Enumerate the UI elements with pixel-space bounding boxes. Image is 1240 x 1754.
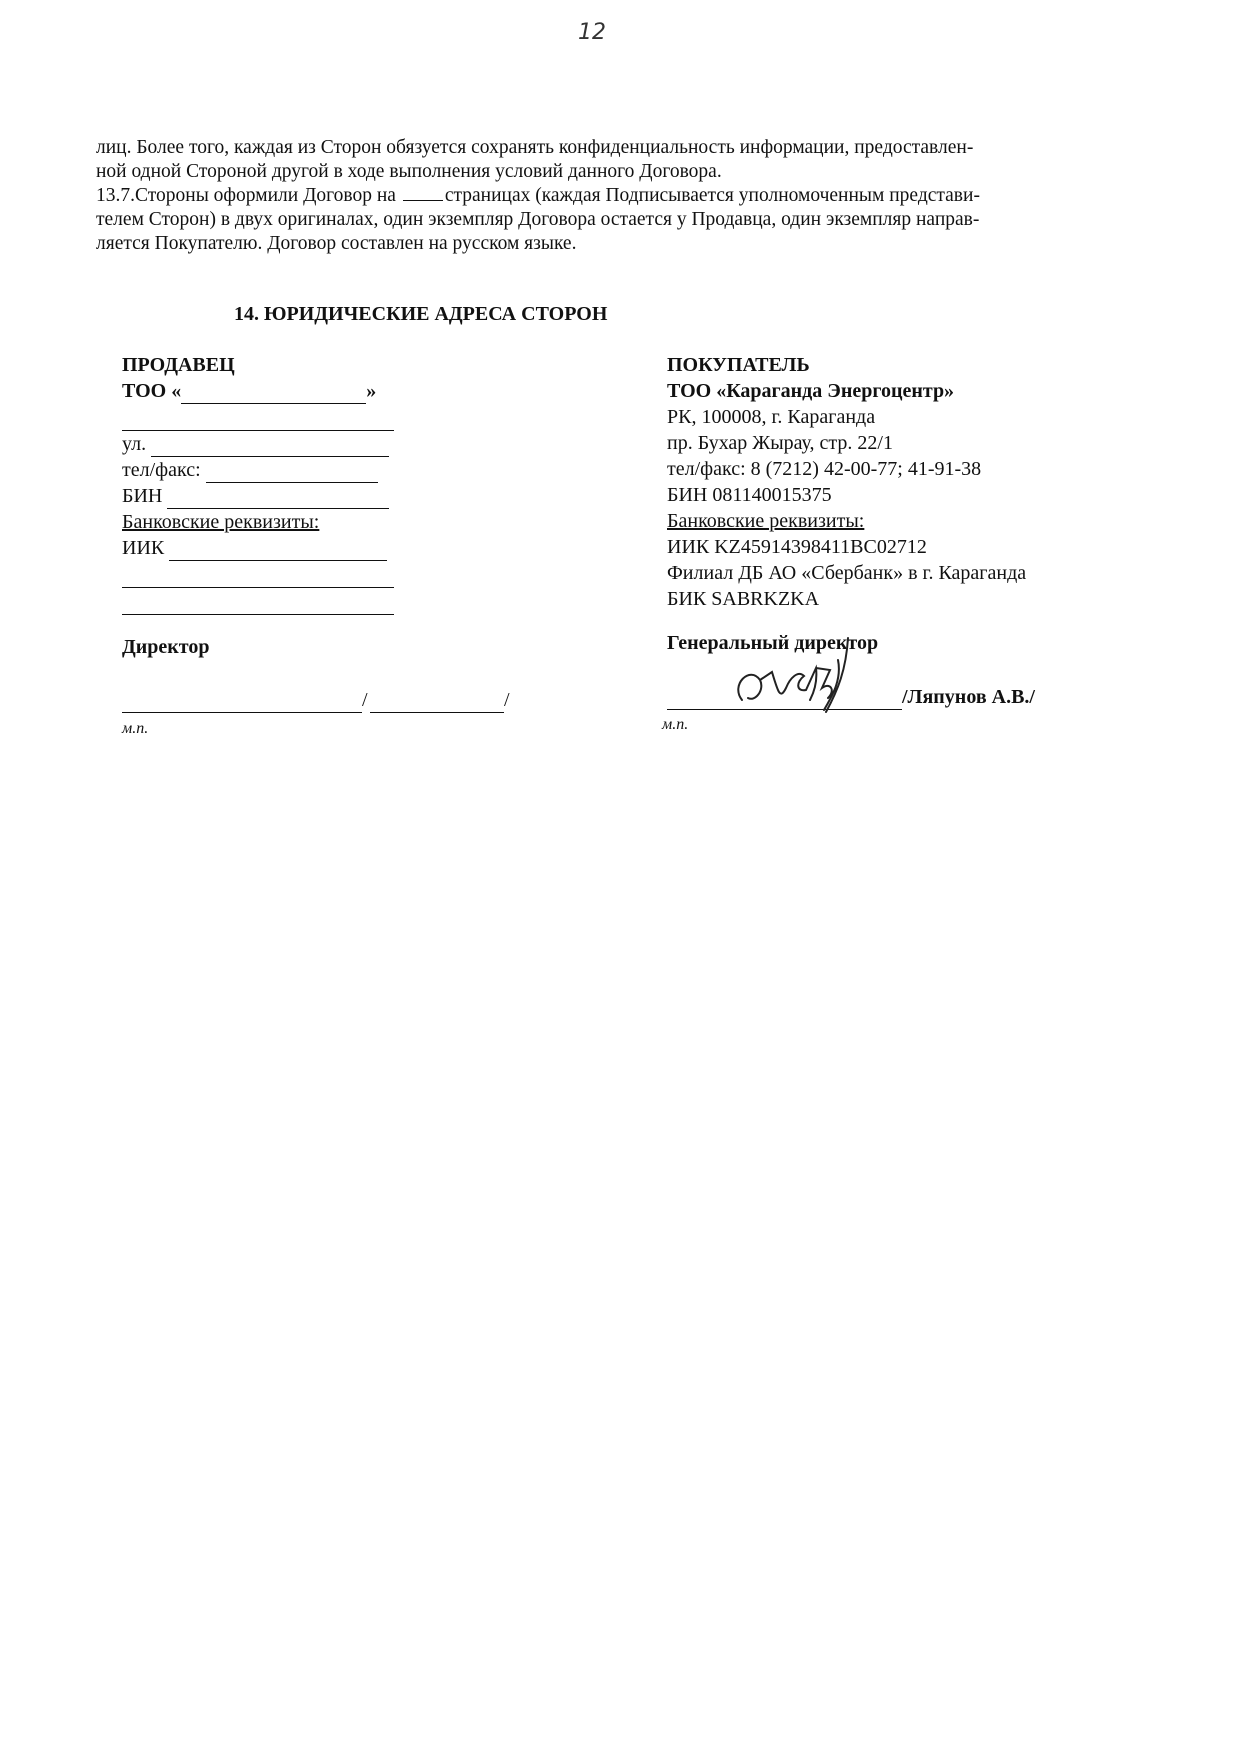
seller-block	[122, 352, 422, 615]
phone-row	[122, 457, 422, 483]
iik-blank	[169, 538, 387, 561]
buyer-signatory: /Ляпунов А.В./	[902, 686, 1035, 708]
slash: /	[362, 689, 368, 711]
seller-name-line	[370, 712, 504, 713]
buyer-bank-label: Банковские реквизиты:	[667, 510, 865, 532]
buyer-bank-name: Филиал ДБ АО «Сбербанк» в г. Караганда	[667, 562, 1027, 584]
seller-stamp-label: м.п.	[122, 720, 149, 737]
text-line: телем Сторон) в двух оригиналах, один экземпляр Договора остается у Продавца, один экземпляр направ-	[96, 209, 980, 230]
iik-label: ИИК	[122, 537, 165, 559]
phone-label: тел/факс:	[122, 459, 201, 481]
seller-position: Директор	[122, 636, 210, 658]
text-line: лиц. Более того, каждая из Сторон обязуется сохранять конфиденциальность информации, предоставлен-	[96, 137, 974, 158]
buyer-position: Генеральный директор	[667, 632, 879, 654]
buyer-block	[667, 352, 1147, 612]
buyer-phone: тел/факс: 8 (7212) 42-00-77; 41-91-38	[667, 458, 982, 480]
section-title: 14. ЮРИДИЧЕСКИЕ АДРЕСА СТОРОН	[234, 303, 608, 325]
street-label: ул.	[122, 433, 147, 455]
buyer-iik: ИИК KZ45914398411BC02712	[667, 536, 927, 558]
phone-blank	[206, 460, 378, 483]
buyer-address-line-2: пр. Бухар Жырау, стр. 22/1	[667, 432, 893, 454]
blank-line	[122, 404, 394, 431]
blank-line	[122, 561, 394, 588]
contract-text	[96, 136, 1126, 256]
clause-13-7	[96, 184, 1126, 208]
company-suffix: »	[366, 380, 377, 402]
street-row	[122, 431, 422, 457]
seller-signature-line	[122, 712, 362, 713]
buyer-bik: БИК SABRKZKA	[667, 588, 820, 610]
handwritten-signature	[720, 630, 870, 720]
iik-row	[122, 535, 422, 561]
bin-row	[122, 483, 422, 509]
company-prefix: ТОО «	[122, 380, 182, 402]
buyer-company: ТОО «Караганда Энергоцентр»	[667, 380, 955, 402]
company-blank	[181, 381, 366, 404]
text-fragment: страницах (каждая Подписывается уполномоченным представи-	[444, 185, 980, 206]
pages-blank	[403, 200, 443, 201]
street-blank	[151, 434, 389, 457]
bank-label: Банковские реквизиты:	[122, 511, 320, 533]
text-line: ной одной Стороной другой в ходе выполнения условий данного Договора.	[96, 161, 722, 182]
bin-blank	[167, 486, 389, 509]
blank-line	[122, 588, 394, 615]
text-fragment: 13.7.Стороны оформили Договор на	[96, 185, 396, 206]
seller-company	[122, 378, 422, 404]
text-line: ляется Покупателю. Договор составлен на русском языке.	[96, 233, 577, 254]
buyer-bin: БИН 081140015375	[667, 484, 832, 506]
bin-label: БИН	[122, 485, 163, 507]
buyer-address-line-1: РК, 100008, г. Караганда	[667, 406, 876, 428]
buyer-stamp-label: м.п.	[662, 716, 689, 733]
buyer-heading: ПОКУПАТЕЛЬ	[667, 354, 810, 376]
seller-heading: ПРОДАВЕЦ	[122, 354, 235, 376]
slash: /	[504, 689, 510, 711]
page-number: 12	[578, 20, 606, 45]
